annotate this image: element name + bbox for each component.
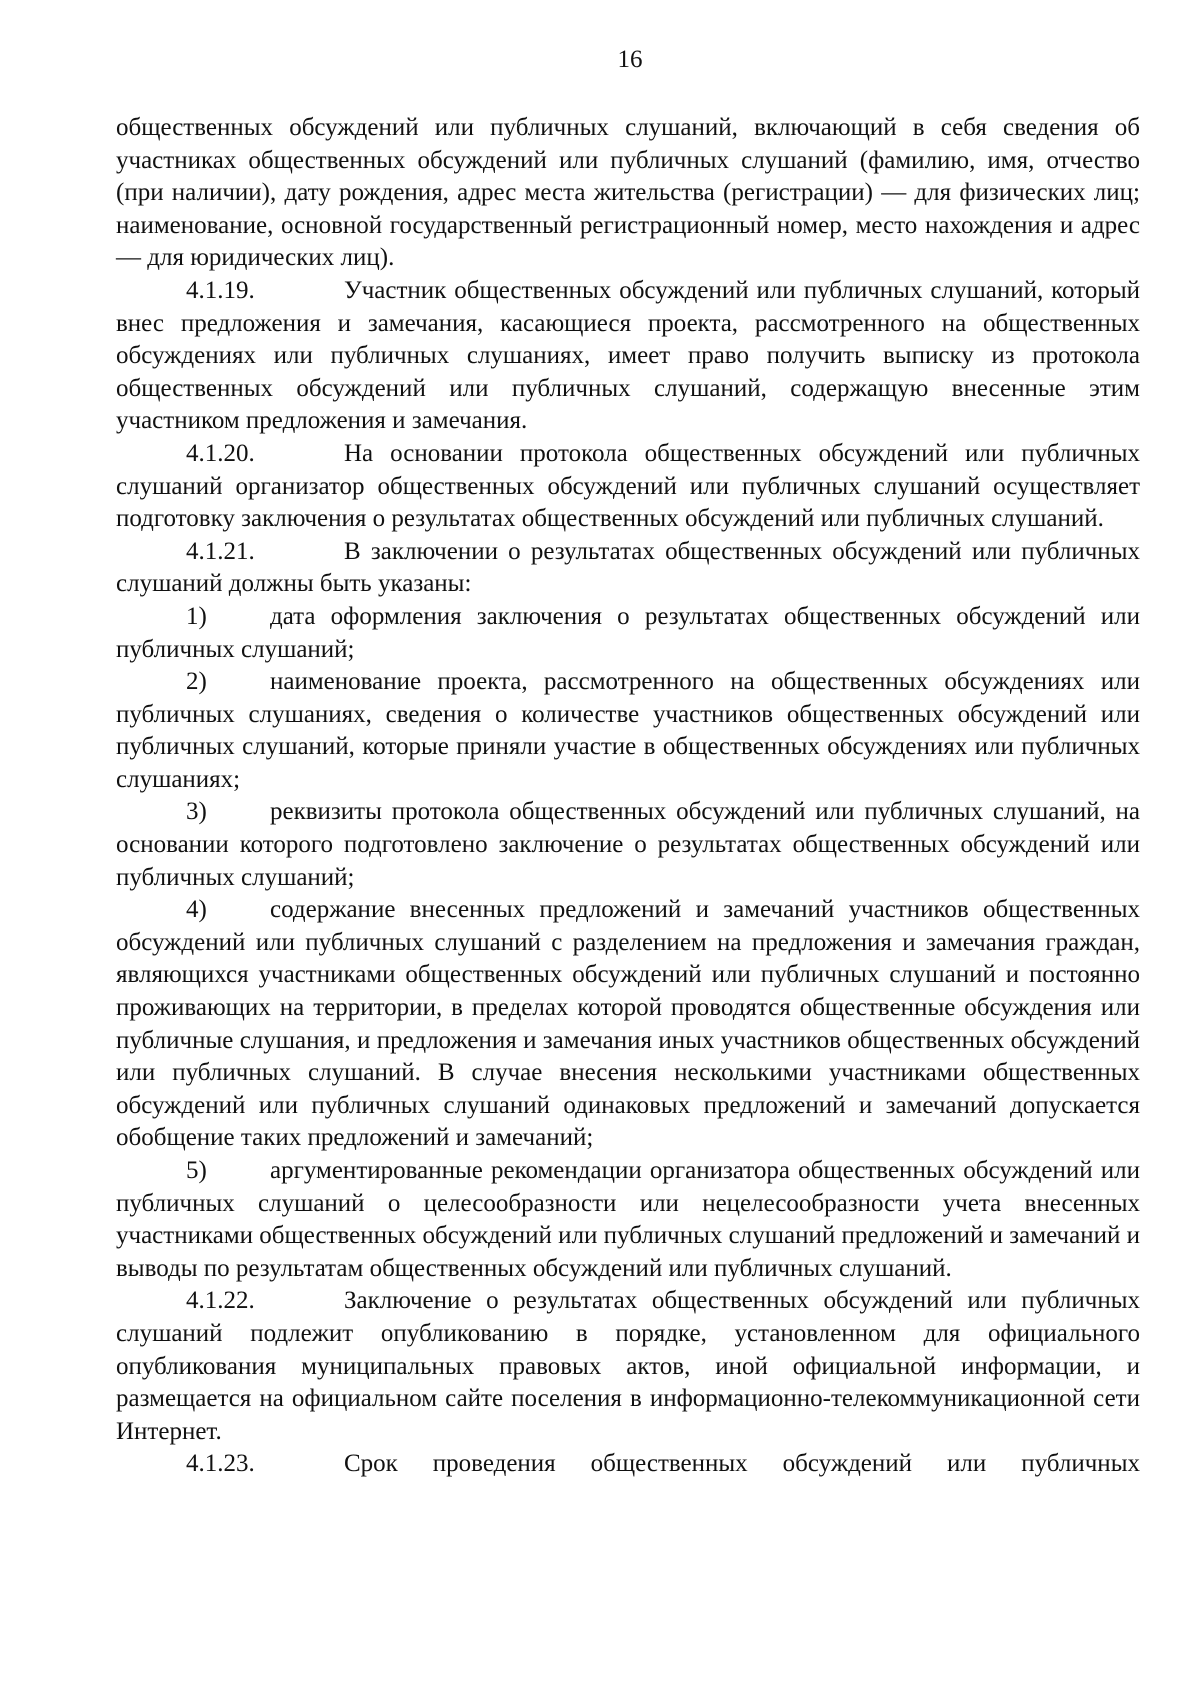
- list-item-number: 2): [186, 668, 207, 696]
- page-number: 16: [617, 46, 643, 73]
- list-item-number: 4): [186, 896, 207, 924]
- list-item-number: 1): [186, 602, 207, 630]
- clause-text: Заключение о результатах общественных обсуждений или публичных слушаний подлежит опубликованию в порядке, установленном для официального опубликования муниципальных правовых актов, иной официальной информации, и размещается на официальном сайте поселения в информационно-телекоммуникационной сети Интернет.: [116, 1287, 1140, 1445]
- clause-4-1-20: [116, 438, 1140, 536]
- list-item-3: [116, 796, 1140, 894]
- clause-text: Участник общественных обсуждений или публичных слушаний, который внес предложения и замечания, касающиеся проекта, рассмотренного на общественных обсуждениях или публичных слушаниях, имеет право получить выписку из протокола общественных обсуждений или публичных слушаний, содержащую внесенные этим участником предложения и замечания.: [116, 276, 1140, 435]
- document-body: [116, 112, 1140, 1481]
- list-item-5: [116, 1155, 1140, 1285]
- list-item-text: аргументированные рекомендации организатора общественных обсуждений или публичных слушаний о целесообразности или нецелесообразности учета внесенных участниками общественных обсуждений или публичных слушаний предложений и замечаний и выводы по результатам общественных обсуждений или публичных слушаний.: [116, 1157, 1140, 1282]
- paragraph-continuation: [116, 112, 1140, 275]
- clause-text: В заключении о результатах общественных обсуждений или публичных слушаний должны быть указаны:: [116, 537, 1140, 598]
- list-item-2: [116, 666, 1140, 796]
- clause-number: 4.1.23.: [186, 1450, 255, 1478]
- list-item-1: [116, 601, 1140, 666]
- paragraph-text: общественных обсуждений или публичных слушаний, включающий в себя сведения об участниках общественных обсуждений или публичных слушаний (фамилию, имя, отчество (при наличии), дату рождения, адрес места жительства (регистрации) — для физических лиц; наименование, основной государственный регистрационный номер, место нахождения и адрес — для юридических лиц).: [116, 114, 1140, 272]
- clause-number: 4.1.22.: [186, 1287, 255, 1315]
- clause-number: 4.1.20.: [186, 439, 255, 467]
- list-item-text: реквизиты протокола общественных обсуждений или публичных слушаний, на основании которого подготовлено заключение о результатах общественных обсуждений или публичных слушаний;: [116, 798, 1140, 891]
- clause-4-1-22: [116, 1285, 1140, 1448]
- clause-number: 4.1.19.: [186, 276, 255, 304]
- clause-text: Срок проведения общественных обсуждений или публичных: [344, 1450, 1140, 1478]
- list-item-4: [116, 894, 1140, 1155]
- list-item-text: наименование проекта, рассмотренного на общественных обсуждениях или публичных слушаниях, сведения о количестве участников общественных обсуждений или публичных слушаний, которые приняли участие в общественных обсуждениях или публичных слушаниях;: [116, 668, 1140, 793]
- list-item-text: содержание внесенных предложений и замечаний участников общественных обсуждений или публичных слушаний с разделением на предложения и замечания граждан, являющихся участниками общественных обсуждений или публичных слушаний и постоянно проживающих на территории, в пределах которой проводятся общественные обсуждения или публичные слушания, и предложения и замечания иных участников общественных обсуждений или публичных слушаний. В случае внесения несколькими участниками общественных обсуждений или публичных слушаний одинаковых предложений и замечаний допускается обобщение таких предложений и замечаний;: [116, 896, 1140, 1152]
- clause-4-1-23: [116, 1448, 1140, 1481]
- clause-4-1-19: [116, 275, 1140, 438]
- list-item-number: 3): [186, 798, 207, 826]
- clause-4-1-21: [116, 536, 1140, 601]
- list-item-text: дата оформления заключения о результатах общественных обсуждений или публичных слушаний;: [116, 602, 1140, 663]
- list-item-number: 5): [186, 1157, 207, 1184]
- clause-text: На основании протокола общественных обсуждений или публичных слушаний организатор общественных обсуждений или публичных слушаний осуществляет подготовку заключения о результатах общественных обсуждений или публичных слушаний.: [116, 439, 1140, 533]
- clause-number: 4.1.21.: [186, 537, 255, 565]
